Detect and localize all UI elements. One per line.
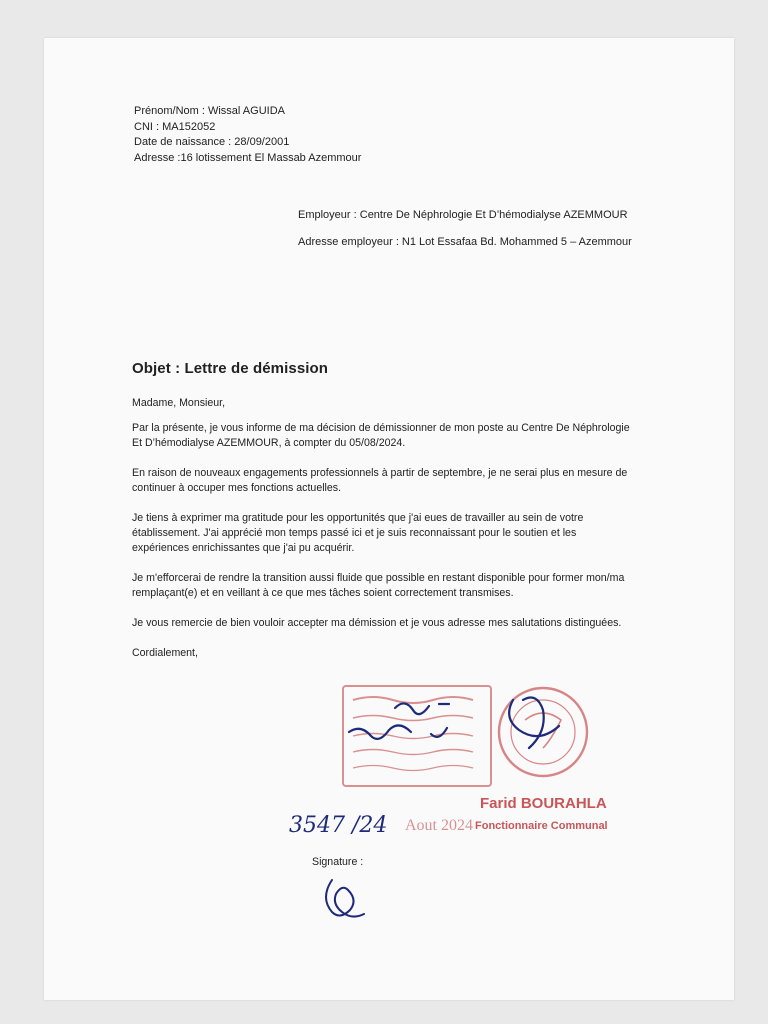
paragraph: Je vous remercie de bien vouloir accepter ma démission et je vous adresse mes salutations distinguées.	[132, 617, 622, 629]
official-name-stamp	[475, 795, 608, 832]
official-stamp-area	[289, 680, 608, 840]
employer-name: Employeur : Centre De Néphrologie Et D’hémodialyse AZEMMOUR	[298, 209, 628, 221]
sender-address: Adresse :16 lotissement El Massab Azemmour	[134, 151, 362, 164]
letter-body	[132, 396, 632, 676]
salutation: Madame, Monsieur,	[132, 397, 226, 409]
official-name: Farid BOURAHLA	[480, 795, 607, 812]
handwritten-signature	[318, 868, 378, 928]
sender-cni: CNI : MA152052	[134, 120, 216, 133]
sender-birthdate: Date de naissance : 28/09/2001	[134, 136, 290, 148]
reference-number-text: 3547 /24	[289, 813, 388, 838]
sender-block	[134, 104, 361, 166]
employer-address: Adresse employeur : N1 Lot Essafaa Bd. Mohammed 5 – Azemmour	[298, 236, 632, 248]
paragraph: Je tiens à exprimer ma gratitude pour les opportunités que j'ai eues de travailler au sein de votre établissement. J'ai apprécié mon temps passé ici et je suis reconnaissant pour le soutien et les expériences enrichissantes que j'ai pu acquérir.	[132, 512, 584, 554]
sender-name: Prénom/Nom : Wissal AGUIDA	[134, 105, 285, 117]
paragraph: En raison de nouveaux engagements professionnels à partir de septembre, je ne serai plus en mesure de continuer à occuper mes fonctions actuelles.	[132, 467, 628, 494]
paragraph: Je m'efforcerai de rendre la transition aussi fluide que possible en restant disponible pour former mon/ma remplaçant(e) et en veillant à ce que mes tâches soient correctement transmises.	[132, 572, 625, 599]
official-title: Fonctionnaire Communal	[475, 820, 608, 832]
legalisation-stamp	[343, 686, 491, 786]
letter-subject: Objet : Lettre de démission	[132, 360, 329, 377]
reference-number	[289, 813, 473, 838]
employer-block	[298, 209, 632, 248]
paragraph: Par la présente, je vous informe de ma décision de démissionner de mon poste au Centre De Néphrologie Et D’hémodialyse AZEMMOUR, à compter du 05/08/2024.	[132, 422, 630, 449]
handwritten-annotation	[349, 698, 559, 748]
closing: Cordialement,	[132, 647, 198, 659]
stamp-date-text: Aout 2024	[405, 817, 473, 834]
signature-label: Signature :	[312, 856, 364, 868]
